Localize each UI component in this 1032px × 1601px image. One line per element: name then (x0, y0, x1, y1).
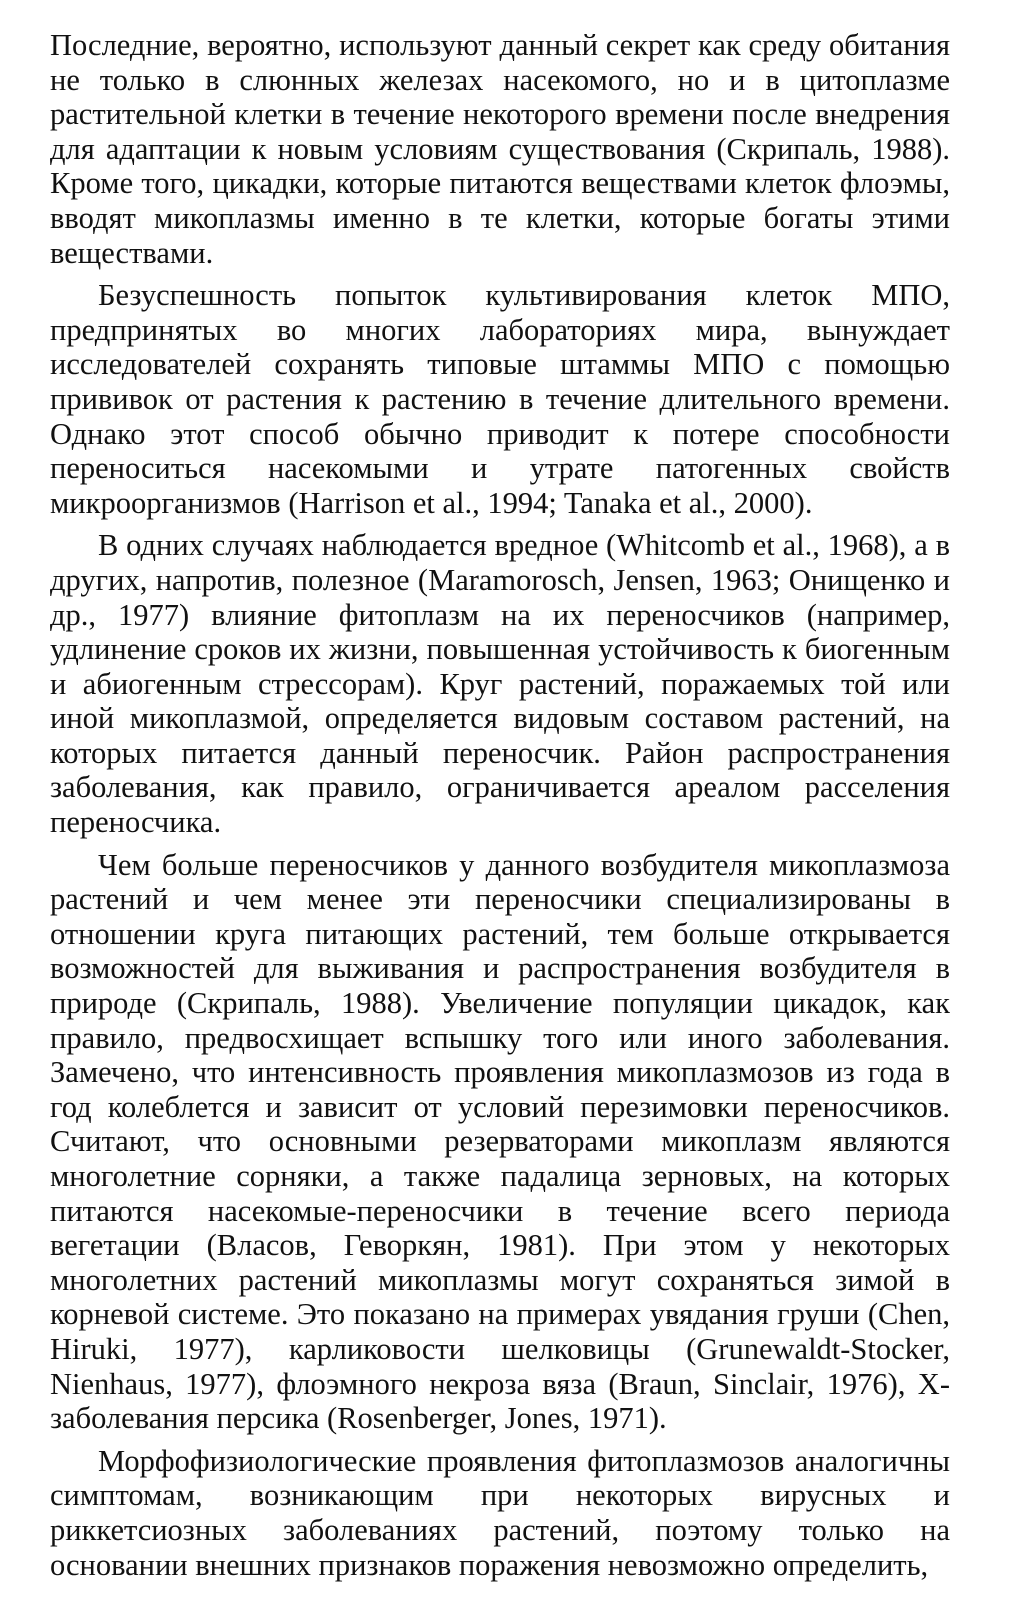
document-page (50, 28, 950, 1582)
paragraph-4: Чем больше переносчиков у данного возбудителя микоплазмоза растений и чем менее эти переносчики специализированы в отношении круга питающих растений, тем больше открывается возможностей для выживания и распространения возбудителя в природе (Скрипаль, 1988). Увеличение популяции цикадок, как правило, предвосхищает вспышку того или иного заболевания. Замечено, что интенсивность проявления микоплазмозов из года в год колеблется и зависит от условий перезимовки переносчиков. Считают, что основными резерваторами микоплазм являются многолетние сорняки, а также падалица зерновых, на которых питаются насекомые-переносчики в течение всего периода вегетации (Власов, Геворкян, 1981). При этом у некоторых многолетних растений микоплазмы могут сохраняться зимой в корневой системе. Это показано на примерах увядания груши (Chen, Hiruki, 1977), карликовости шелковицы (Grunewaldt-Stocker, Nienhaus, 1977), флоэмного некроза вяза (Braun, Sinclair, 1976), Х-заболевания персика (Rosenberger, Jones, 1971). (50, 847, 950, 1436)
paragraph-2: Безуспешность попыток культивирования клеток МПО, предпринятых во многих лабораториях мира, вынуждает исследователей сохранять типовые штаммы МПО с помощью прививок от растения к растению в течение длительного времени. Однако этот способ обычно приводит к потере способности переноситься насекомыми и утрате патогенных свойств микроорганизмов (Harrison et al., 1994; Tanaka et al., 2000). (50, 278, 950, 520)
paragraph-1: Последние, вероятно, используют данный секрет как среду обитания не только в слюнных железах насекомого, но и в цитоплазме растительной клетки в течение некоторого времени после внедрения для адаптации к новым условиям существования (Скрипаль, 1988). Кроме того, цикадки, которые питаются веществами клеток флоэмы, вводят микоплазмы именно в те клетки, которые богаты этими веществами. (50, 28, 950, 270)
paragraph-3: В одних случаях наблюдается вредное (Whitcomb et al., 1968), а в других, напротив, полезное (Maramorosch, Jensen, 1963; Онищенко и др., 1977) влияние фитоплазм на их переносчиков (например, удлинение сроков их жизни, повышенная устойчивость к биогенным и абиогенным стрессорам). Круг растений, поражаемых той или иной микоплазмой, определяется видовым составом растений, на которых питается данный переносчик. Район распространения заболевания, как правило, ограничивается ареалом расселения переносчика. (50, 528, 950, 840)
paragraph-5: Морфофизиологические проявления фитоплазмозов аналогичны симптомам, возникающим при некоторых вирусных и риккетсиозных заболеваниях растений, поэтому только на основании внешних признаков поражения невозможно определить, (50, 1443, 950, 1582)
